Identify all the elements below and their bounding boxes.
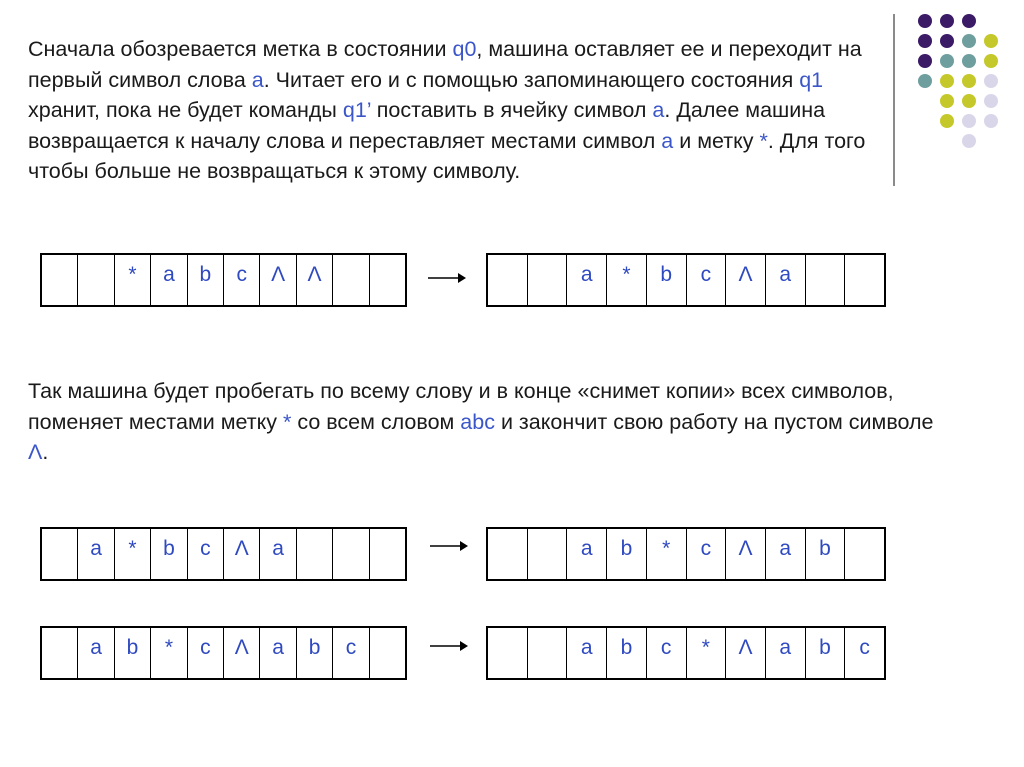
tape-cell [42, 255, 78, 305]
decor-dot [918, 54, 932, 68]
tape-cell: c [687, 255, 727, 305]
tape-cell: Λ [224, 529, 260, 579]
decor-dot [962, 134, 976, 148]
decor-dot [940, 94, 954, 108]
tape-cell [370, 255, 405, 305]
tape-cell: c [188, 529, 224, 579]
highlighted-symbol: * [282, 409, 292, 434]
decor-divider [893, 14, 895, 186]
highlighted-symbol: a [661, 128, 674, 153]
tape-cell [845, 255, 884, 305]
text-segment: Так машина будет пробегать по всему слову и в конце «снимет копии» всех символов, поменяет местами метку [28, 379, 894, 434]
tape-cell [488, 628, 528, 678]
tape-cell: Λ [297, 255, 333, 305]
tape-cell [845, 529, 884, 579]
tape-cell: b [188, 255, 224, 305]
tape-cell [528, 628, 568, 678]
tape-cell: b [647, 255, 687, 305]
tape-cell: c [859, 636, 870, 659]
highlighted-symbol: abc [460, 409, 495, 434]
tape-cell: a [766, 529, 806, 579]
decor-dot [962, 14, 976, 28]
decor-dot [962, 74, 976, 88]
tape-cell: a [567, 255, 607, 305]
right-arrow-icon [428, 272, 466, 284]
text-segment: со всем словом [291, 409, 461, 434]
tape-cell [42, 628, 78, 678]
decor-dot [918, 14, 932, 28]
tape-cell: b [607, 628, 647, 678]
tape-6 [486, 626, 886, 680]
decor-dot [984, 54, 998, 68]
tape-5 [40, 626, 407, 680]
highlighted-symbol: Λ [28, 440, 43, 465]
tape-cell [333, 255, 369, 305]
decor-dot [962, 34, 976, 48]
tape-cell: b [151, 529, 187, 579]
tape-cell: c [333, 628, 369, 678]
tape-cell: Λ [260, 255, 296, 305]
decor-dot [940, 114, 954, 128]
tape-cell: * [687, 628, 727, 678]
text-segment: и метку [673, 128, 760, 153]
decor-dot [984, 114, 998, 128]
text-segment: . [42, 440, 49, 465]
decor-dot [940, 14, 954, 28]
text-segment: хранит, пока не будет команды [28, 98, 343, 123]
right-arrow-icon [430, 640, 468, 652]
tape-cell: Λ [726, 628, 766, 678]
decor-dot [918, 74, 932, 88]
tape-cell: Λ [726, 529, 766, 579]
tape-cell: a [78, 529, 114, 579]
decor-dot [940, 74, 954, 88]
decor-dot [962, 94, 976, 108]
text-segment: . Читает его и с помощью запоминающего состояния [263, 67, 800, 92]
highlighted-symbol: q1’ [342, 98, 371, 123]
tape-cell: b [115, 628, 151, 678]
tape-cell: c [647, 628, 687, 678]
tape-cell: * [115, 529, 151, 579]
tape-cell: * [607, 255, 647, 305]
tape-cell [42, 529, 78, 579]
tape-cell: b [806, 628, 846, 678]
intro-paragraph [28, 34, 888, 187]
text-segment: поставить в ячейку символ [370, 98, 653, 123]
tape-4 [486, 527, 886, 581]
tape-cell: c [687, 529, 727, 579]
tape-cell [370, 628, 405, 678]
tape-cell [528, 255, 568, 305]
decor-dot [984, 74, 998, 88]
decor-dot [940, 34, 954, 48]
tape-cell: b [607, 529, 647, 579]
tape-cell: a [78, 628, 114, 678]
tape-1 [40, 253, 407, 307]
decor-dot [984, 94, 998, 108]
decor-dot [962, 54, 976, 68]
highlighted-symbol: q1 [799, 67, 824, 92]
highlighted-symbol: * [759, 128, 768, 153]
tape-cell [806, 255, 846, 305]
decor-dot [940, 54, 954, 68]
tape-cell: Λ [224, 628, 260, 678]
tape-cell: a [766, 255, 806, 305]
right-arrow-icon [430, 540, 468, 552]
tape-cell [488, 529, 528, 579]
text-segment: . Далее машина возвращается к началу слова и переставляет местами символ [28, 98, 826, 153]
decor-dot [918, 34, 932, 48]
tape-cell: c [224, 255, 260, 305]
tape-cell: a [766, 628, 806, 678]
decor-dot [984, 34, 998, 48]
tape-3 [40, 527, 407, 581]
tape-cell [528, 529, 568, 579]
highlighted-symbol: q0 [452, 37, 477, 61]
tape-cell: Λ [726, 255, 766, 305]
summary-paragraph [28, 376, 958, 468]
text-segment: , машина оставляет ее и переходит на первый символ слова [28, 37, 862, 92]
decor-dot [962, 114, 976, 128]
tape-cell: a [260, 628, 296, 678]
highlighted-symbol: a [652, 98, 665, 123]
tape-cell: * [151, 628, 187, 678]
tape-cell [370, 529, 405, 579]
tape-cell: * [647, 529, 687, 579]
tape-cell: * [115, 255, 151, 305]
tape-cell: a [567, 628, 607, 678]
text-segment: Сначала обозревается метка в состоянии [28, 37, 453, 61]
text-segment: и закончит свою работу на пустом символе [494, 409, 934, 434]
tape-cell: a [151, 255, 187, 305]
tape-cell [333, 529, 369, 579]
tape-cell: a [567, 529, 607, 579]
tape-cell: c [188, 628, 224, 678]
tape-cell: b [806, 529, 846, 579]
tape-cell [488, 255, 528, 305]
tape-cell: a [260, 529, 296, 579]
text-segment: . Для того чтобы больше не возвращаться к этому символу. [28, 128, 866, 184]
tape-cell [297, 529, 333, 579]
tape-cell: b [297, 628, 333, 678]
tape-2 [486, 253, 886, 307]
tape-cell [78, 255, 114, 305]
highlighted-symbol: a [251, 67, 264, 92]
